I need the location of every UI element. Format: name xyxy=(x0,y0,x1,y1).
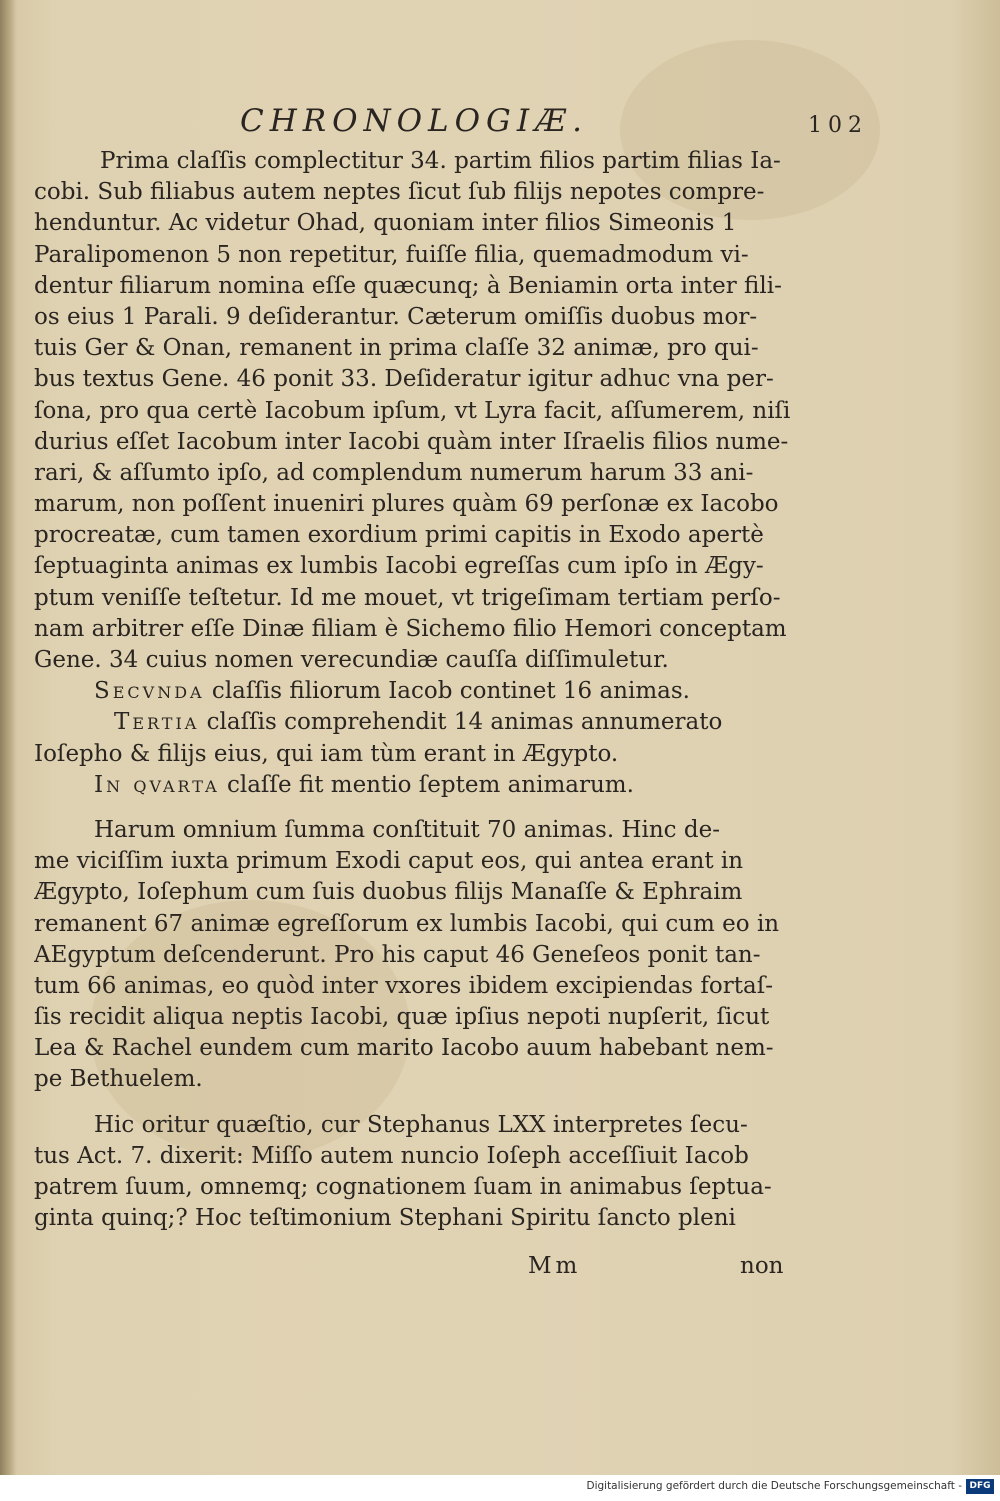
text-line: Prima claſſis complectitur 34. partim filios partim filias Ia- xyxy=(100,148,781,174)
paragraph-gap xyxy=(34,801,804,815)
text-line: patrem ſuum, omnemq; cognationem ſuam in animabus ſeptua- xyxy=(34,1174,772,1200)
text-line: nam arbitrer eſſe Dinæ filiam è Sichemo filio Hemori conceptam xyxy=(34,615,787,642)
section-text: claſſe fit mentio ſeptem animarum. xyxy=(219,771,634,798)
paragraph-tertia xyxy=(34,707,804,769)
folio-number: 102 xyxy=(808,113,868,138)
paragraph-prima xyxy=(34,146,804,676)
paragraph-quarta xyxy=(34,770,804,801)
section-text: claſſis filiorum Iacob continet 16 animas. xyxy=(204,678,690,705)
text-line: Gene. 34 cuius nomen verecundiæ cauſſa diſſimuletur. xyxy=(34,647,669,673)
text-line: henduntur. Ac videtur Ohad, quoniam inter filios Simeonis 1 xyxy=(34,210,737,237)
text-line xyxy=(34,676,804,707)
paragraph-quaestio xyxy=(34,1110,804,1235)
text-line: ſeptuaginta animas ex lumbis Iacobi egreſſas cum ipſo in Ægy- xyxy=(34,553,764,580)
text-line: bus textus Gene. 46 ponit 33. Deſideratur igitur adhuc vna per- xyxy=(34,366,774,393)
text-line: tum 66 animas, eo quòd inter vxores ibidem excipiendas fortaſ- xyxy=(34,972,773,999)
text-line: me viciſſim iuxta primum Exodi caput eos, qui antea erant in xyxy=(34,848,744,875)
text-line: Paralipomenon 5 non repetitur, fuiſſe filia, quemadmodum vi- xyxy=(34,241,749,268)
main-text xyxy=(34,146,804,1234)
text-line xyxy=(34,707,804,738)
catchword: non xyxy=(740,1253,784,1279)
paragraph-secunda xyxy=(34,676,804,707)
section-text: claſſis comprehendit 14 animas annumerato xyxy=(199,709,723,736)
credit-bar xyxy=(0,1475,1000,1501)
dfg-logo-icon: DFG xyxy=(966,1479,994,1494)
text-line: marum, non poſſent inueniri plures quàm 69 perſonæ ex Iacobo xyxy=(34,491,779,518)
text-line: ginta quinq;? Hoc teſtimonium Stephani Spiritu ſancto pleni xyxy=(34,1205,736,1232)
text-line: rari, & aſſumto ipſo, ad complendum numerum harum 33 ani- xyxy=(34,459,754,486)
running-head: CHRONOLOGIÆ. xyxy=(240,103,588,139)
text-line: os eius 1 Parali. 9 deſiderantur. Cæterum omiſſis duobus mor- xyxy=(34,303,758,330)
text-line: dentur filiarum nomina eſſe quæcunq; à Beniamin orta inter fili- xyxy=(34,272,782,299)
text-line: Hic oritur quæſtio, cur Stephanus LXX interpretes ſecu- xyxy=(94,1111,748,1138)
text-line: procreatæ, cum tamen exordium primi capitis in Exodo apertè xyxy=(34,522,764,549)
text-line: ſona, pro qua certè Iacobum ipſum, vt Lyra facit, aſſumerem, niſi xyxy=(34,397,791,424)
text-line: pe Bethuelem. xyxy=(34,1066,203,1093)
text-line: remanent 67 animæ egreſſorum ex lumbis Iacobi, qui cum eo in xyxy=(34,910,780,937)
text-line: Lea & Rachel eundem cum marito Iacobo auum habebant nem- xyxy=(34,1035,774,1062)
text-line: tus Act. 7. dixerit: Miſſo autem nuncio Ioſeph acceſſiuit Iacob xyxy=(34,1142,749,1169)
text-line: ſis recidit aliqua neptis Iacobi, quæ ipſius nepoti nupſerit, ſicut xyxy=(34,1004,770,1031)
text-line: AEgyptum deſcenderunt. Pro his caput 46 Geneſeos ponit tan- xyxy=(34,941,761,968)
text-line xyxy=(34,770,804,801)
page-header xyxy=(0,103,1000,147)
signature-mark: Mm xyxy=(528,1253,582,1279)
text-line: durius eſſet Iacobum inter Iacobi quàm inter Iſraelis filios nume- xyxy=(34,428,789,455)
section-lead-tertia: Tertia xyxy=(114,709,200,736)
text-line: tuis Ger & Onan, remanent in prima claſſe 32 animæ, pro qui- xyxy=(34,335,759,362)
paragraph-gap xyxy=(34,1096,804,1110)
section-lead-secunda: Secvnda xyxy=(94,678,205,705)
page-footer xyxy=(0,1253,1000,1287)
section-lead-quarta: In qvarta xyxy=(94,771,220,798)
funding-credit: Digitalisierung gefördert durch die Deutsche Forschungsgemeinschaft - xyxy=(586,1480,962,1492)
text-line: Ioſepho & filijs eius, qui iam tùm erant in Ægypto. xyxy=(34,740,619,767)
paragraph-summa xyxy=(34,815,804,1096)
text-line: ptum veniſſe teſtetur. Id me mouet, vt trigeſimam tertiam perſo- xyxy=(34,584,781,611)
text-line: Ægypto, Ioſephum cum ſuis duobus filijs Manaſſe & Ephraim xyxy=(34,879,743,906)
text-line: cobi. Sub filiabus autem neptes ſicut ſub filijs nepotes compre- xyxy=(34,179,765,206)
text-line: Harum omnium ſumma conſtituit 70 animas. Hinc de- xyxy=(94,816,720,843)
